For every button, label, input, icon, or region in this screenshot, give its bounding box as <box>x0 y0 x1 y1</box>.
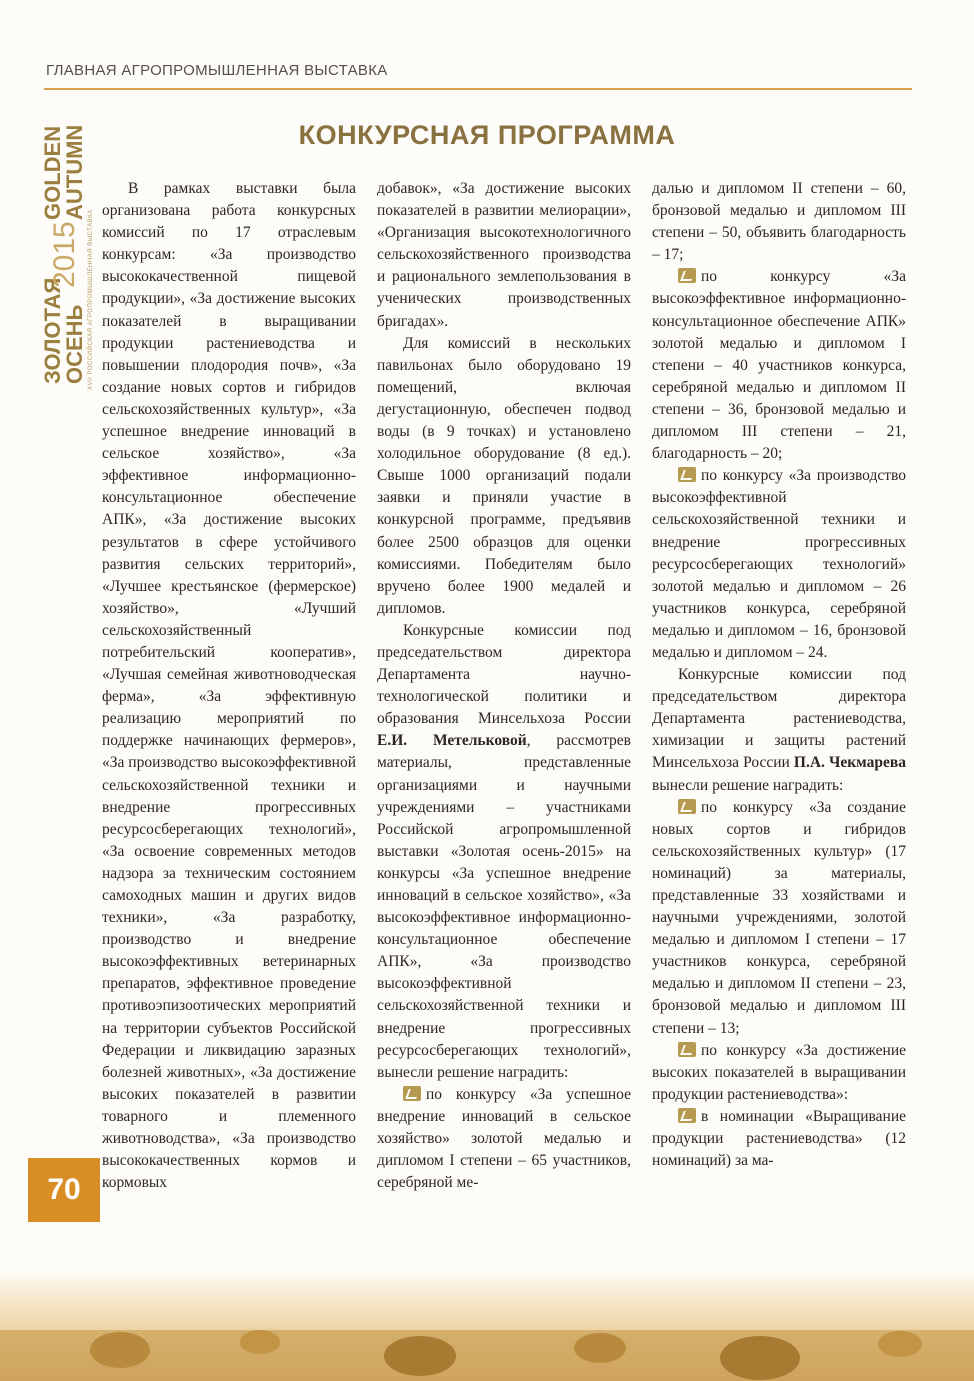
logo-subtitle: XVII РОССИЙСКАЯ АГРОПРОМЫШЛЕННАЯ ВЫСТАВКА <box>88 209 94 390</box>
header-rule <box>44 88 912 90</box>
paragraph: В рамках выставки была организована работа конкурсных комиссий по 17 отраслевым конкурсам: «За производство высококачественной пищевой продукции», «За достижение высоких показателей в выращивании продукции растениеводства и повышении плодородия почв», «За создание новых сортов и гибридов сельскохозяйственных культур», «За успешное внедрение инноваций в сельское хозяйство», «За эффективное информационно-консультационное обеспечение АПК», «За достижение высоких результатов в сфере устойчивого развития сельских территорий», «Лучшее крестьянское (фермерское) хозяйство», «Лучший сельскохозяйственный потребительский кооператив», «Лучшая семейная животноводческая ферма», «За эффективную реализацию мероприятий по поддержке начинающих фермеров», «За производство высокоэффективной сельскохозяйственной техники и внедрение прогрессивных ресурсосберегающих технологий», «За освоение современных методов надзора за техническим состоянием самоходных машин и других видов техники», «За разработку, производство и внедрение высокоэффективных ветеринарных препаратов, эффективное проведение противоэпизоотических мероприятий на территории субъектов Российской Федерации и ликвидацию заразных болезней животных», «За достижение высоких показателей в развитии товарного и племенного животноводства», «За производство высококачественных кормов и кормовых <box>102 180 356 1192</box>
column-3 <box>652 178 906 1172</box>
text-span: по конкурсу «За создание новых сортов и гибридов сельскохозяйственных культур» (17 номинаций) за материалы, представленные 33 хозяйствами и научными учреждениями, золотой медалью и дипломом I степени – 17 участников конкурса, серебряной медалью и дипломом II степени – 23, бронзовой медалью и дипломом III степени – 13; <box>652 798 906 1037</box>
paragraph: Для комиссий в нескольких павильонах было оборудовано 19 помещений, включая дегустационную, обеспечен подвод воды (в 9 точках) и установлено холодильное оборудование (8 ед.). Свыше 1000 организаций подали заявки и приняли участие в конкурсной программе, предъявив более 2500 образцов для оценки комиссиями. Победителям было вручено более 1900 медалей и дипломов. <box>377 334 631 617</box>
award-icon <box>678 268 696 283</box>
paragraph <box>377 1084 631 1194</box>
logo-ru-line1: ЗОЛОТАЯ <box>40 277 65 384</box>
logo-en-line1: GOLDEN <box>40 125 65 220</box>
text-span: вынесли решение наградить: <box>652 776 844 794</box>
text-span: , рассмотрев материалы, представленные организациями и научными учреждениями – участниками Российской агропромышленной выставки «Золотая осень-2015» на конкурсы «За успешное внедрение инноваций в сельское хозяйство», «За высокоэффективное информационно-консультационное обеспечение АПК», «За производство высокоэффективной сельскохозяйственной техники и внедрение прогрессивных ресурсосберегающих технологий», вынесли решение наградить: <box>377 732 631 1081</box>
text-span: по конкурсу «За производство высокоэффективной сельскохозяйственной техники и внедрение прогрессивных ресурсосберегающих технологий» золотой медалью и дипломом – 26 участников конкурса, серебряной медалью и дипломом – 16, бронзовой медалью и дипломом – 24. <box>652 467 906 661</box>
text-span: по конкурсу «За достижение высоких показателей в выращивании продукции растениеводства»: <box>652 1041 906 1103</box>
hay-field-image <box>0 1270 974 1381</box>
text-span: по конкурсу «За высокоэффективное информационно-консультационное обеспечение АПК» золотой медалью и дипломом I степени – 40 участников конкурса, серебряной медалью и дипломом II степени – 36, бронзовой медалью и дипломом III степени – 21, благодарность – 20; <box>652 268 906 463</box>
paragraph <box>652 465 906 664</box>
paragraph: добавок», «За достижение высоких показателей в развитии мелиорации», «Организация высокотехнологичного сельскохозяйственного производства и рационального землепользования в ученических производственных бригадах». <box>377 180 631 330</box>
award-icon <box>678 799 696 814</box>
name-bold: П.А. Чекмарева <box>793 754 906 772</box>
text-span: по конкурсу «За успешное внедрение инноваций в сельское хозяйство» золотой медалью и дипломом I степени – 65 участников, серебряной ме- <box>377 1085 631 1192</box>
page-title: КОНКУРСНАЯ ПРОГРАММА <box>298 120 676 150</box>
text-span: Конкурсные комиссии под председательством директора Департамента научно-технологической политики и образования Минсельхоза России <box>377 621 631 728</box>
award-icon <box>403 1086 421 1101</box>
award-icon <box>678 467 696 482</box>
logo-ru-line2: ОСЕНЬ <box>62 304 87 384</box>
paragraph <box>377 620 631 1084</box>
award-icon <box>678 1042 696 1057</box>
logo-en-line2: AUTUMN <box>62 124 87 220</box>
section-header: ГЛАВНАЯ АГРОПРОМЫШЛЕННАЯ ВЫСТАВКА <box>46 62 388 79</box>
text-span: в номинации «Выращивание продукции растениеводства» (12 номинаций) за ма- <box>652 1107 906 1170</box>
paragraph <box>652 664 906 797</box>
paragraph <box>652 1106 906 1172</box>
award-icon <box>678 1108 696 1123</box>
logo-year: 2015 <box>48 221 81 288</box>
page-number: 70 <box>28 1158 100 1222</box>
column-1 <box>102 178 356 1194</box>
name-bold: Е.И. Метельковой <box>377 732 527 750</box>
column-2 <box>377 178 631 1194</box>
text-span: Конкурсные комиссии под председательством директора Департамента растениеводства, химизации и защиты растений Минсельхоза России <box>652 666 906 772</box>
paragraph <box>652 1040 906 1106</box>
paragraph <box>652 797 906 1040</box>
paragraph <box>652 266 906 465</box>
paragraph: далью и дипломом II степени – 60, бронзовой медалью и дипломом III степени – 50, объявить благодарность – 17; <box>652 180 906 264</box>
